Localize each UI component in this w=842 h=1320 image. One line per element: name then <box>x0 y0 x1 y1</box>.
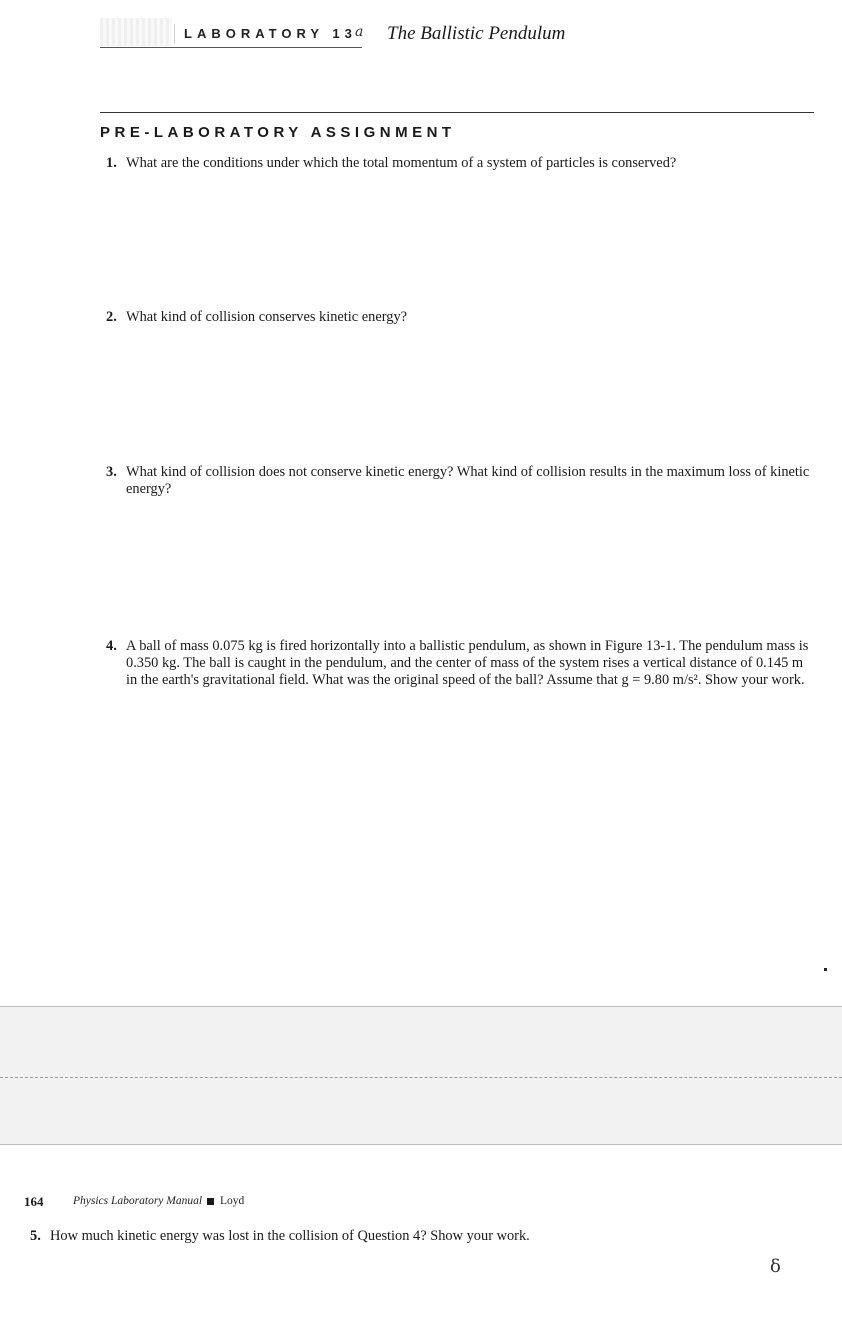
page-gap <box>0 1007 842 1144</box>
author-name: Loyd <box>220 1195 245 1207</box>
question-1 <box>106 155 816 172</box>
question-text: A ball of mass 0.075 kg is fired horizontally into a ballistic pendulum, as shown in Figure 13-1. The pendulum mass is 0.350 kg. The ball is caught in the pendulum, and the center of mass of the system rises a vertical distance of 0.145 m in the earth's gravitational field. What was the original speed of the ball? Assume that g = 9.80 m/s². Show your work. <box>126 638 809 688</box>
lab-title: The Ballistic Pendulum <box>387 23 566 44</box>
scan-smudge <box>100 18 172 46</box>
question-number: 5. <box>30 1228 41 1244</box>
handwritten-mark: δ <box>770 1256 781 1277</box>
question-4 <box>106 638 816 689</box>
question-5 <box>30 1228 810 1245</box>
header-separator <box>174 24 175 44</box>
square-bullet-icon <box>207 1198 214 1205</box>
page-number: 164 <box>24 1194 44 1209</box>
scan-dot <box>824 968 827 971</box>
question-number: 3. <box>106 464 117 480</box>
question-number: 1. <box>106 155 117 171</box>
question-number: 4. <box>106 638 117 654</box>
section-rule <box>100 112 814 113</box>
manual-title: Physics Laboratory Manual <box>73 1195 203 1207</box>
question-text: What are the conditions under which the total momentum of a system of particles is conserved? <box>126 155 677 171</box>
question-text: What kind of collision conserves kinetic energy? <box>126 309 408 325</box>
question-text: How much kinetic energy was lost in the collision of Question 4? Show your work. <box>50 1228 530 1244</box>
question-3 <box>106 464 816 498</box>
lab-label: LABORATORY 13 <box>184 26 357 41</box>
question-number: 2. <box>106 309 117 325</box>
header-underline <box>100 47 362 48</box>
question-text: What kind of collision does not conserve kinetic energy? What kind of collision results in the maximum loss of kinetic energy? <box>126 464 810 497</box>
question-2 <box>106 309 816 326</box>
page-break-dashed-line <box>0 1077 842 1078</box>
handwritten-note: a <box>355 24 364 40</box>
page-edge-bottom <box>0 1144 842 1145</box>
section-heading: PRE-LABORATORY ASSIGNMENT <box>100 124 456 141</box>
